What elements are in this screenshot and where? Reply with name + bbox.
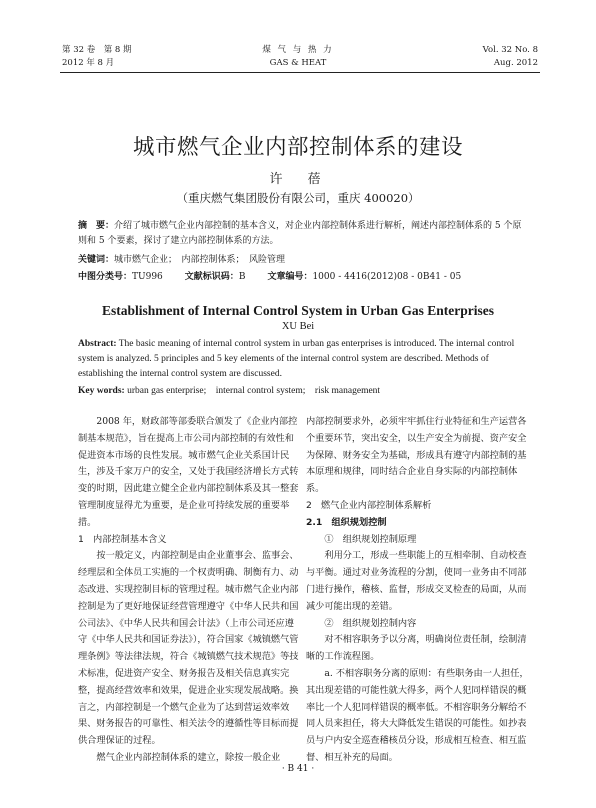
continued-paragraph: 内部控制要求外，必须牢牢抓住行业特征和生产运营各个重要环节，突出安全，以生产安全为前提、资产安全为保障、财务安全为基础，形成具有遵守内部控制的基本原理和规律，同时结合企业自身实际的内部控制体系。 — [306, 416, 527, 495]
intro-paragraph: 2008 年，财政部等部委联合颁发了《企业内部控制基本规范》，旨在提高上市公司内部控制的有效性和促进资本市场的良性发展。城市燃气企业关系国计民生，涉及千家万户的安全，又处于我国经济增长方式转变的时期，因此建立健全企业内部控制体系及其一整套管理制度显得尤为重要，是企业可持续发展的重要举措。 — [78, 416, 299, 528]
publication-date-en: Aug. 2012 — [493, 58, 538, 68]
author-name-cn: 许 蓓 — [269, 172, 327, 187]
item-2-paragraph: 对不相容职务予以分离，明确岗位责任制，绘制清晰的工作流程图。 — [306, 634, 527, 663]
section-1-paragraph-1: 按一般定义，内部控制是由企业董事会、监事会、经理层和全体员工实施的一个权责明确、制衡有力、动态改进、实现控制目标的管理过程。城市燃气企业内部控制是为了更好地保证经营管理遵守《中华人民共和国公司法》、《中华人民共和国会计法》（上市公司还应遵守《中华人民共和国证券法》），符合国家《城镇燃气管理条例》等法律法规，符合《城镇燃气技术规范》等技术标准，促进资产安全、财务报告及相关信息真实完整，提高经营效率和效果，促进企业实现发展战略。换言之，内部控制是一个燃气企业为了达到营运效率效果、财务报告的可靠性、相关法令的遵循性等目标而提供合理保证的过程。 — [78, 550, 299, 747]
abstract-label-cn: 摘 要： — [78, 221, 115, 231]
abstract-text-en: The basic meaning of internal control system in urban gas enterprises is introduced. The internal control system is analyzed. 5 principles and 5 key elements of the internal control system are described. Methods of establishing the internal control system are discussed. — [78, 339, 515, 379]
item-2-heading: ② 组织规划控制内容 — [324, 617, 417, 629]
abstract-en — [78, 337, 530, 382]
keywords-label-en: Key words: — [78, 386, 125, 396]
abstract-label-en: Abstract: — [78, 339, 117, 349]
author-name-en: XU Bei — [281, 321, 315, 332]
keywords-label-cn: 关键词： — [78, 255, 115, 265]
keywords-text-en: urban gas enterprise; internal control system; risk management — [127, 386, 381, 396]
section-1-paragraph-2: 燃气企业内部控制体系的建立，除按一般企业 — [96, 751, 281, 763]
subsection-2-1-heading: 2.1 组织规划控制 — [306, 516, 387, 528]
article-title-cn: 城市燃气企业内部控制体系的建设 — [132, 135, 463, 160]
section-2-heading: 2 燃气企业内部控制体系解析 — [306, 499, 432, 511]
doc-code-label: 文献标识码： — [184, 272, 239, 282]
keywords-text-cn: 城市燃气企业； 内部控制体系； 风险管理 — [114, 255, 286, 265]
abstract-cn — [78, 219, 530, 249]
article-number-label: 文章编号： — [267, 272, 313, 282]
page-number: · B 41 · — [281, 764, 315, 774]
section-1-heading: 1 内部控制基本含义 — [78, 533, 167, 545]
publication-date-cn: 2012 年 8 月 — [62, 58, 115, 68]
item-1-heading: ① 组织规划控制原理 — [324, 533, 417, 545]
running-header-right — [483, 44, 538, 70]
article-number-value: 1000 - 4416(2012)08 - 0B41 - 05 — [312, 272, 462, 282]
clc-value: TU996 — [132, 272, 163, 282]
author-affiliation-cn: （重庆燃气集团股份有限公司，重庆 400020） — [176, 191, 420, 205]
volume-issue-en: Vol. 32 No. 8 — [482, 45, 538, 55]
journal-name-en: GAS & HEAT — [269, 58, 327, 68]
classification-line — [78, 270, 530, 285]
keywords-cn — [78, 253, 530, 268]
item-a-paragraph: a. 不相容职务分离的原则：有些职务由一人担任，其出现差错的可能性就大得多，两个人犯同样错误的概率比一个人犯同样错误的概率低。不相容职务分解给不同人员来担任，将大大降低发生错误的可能性。如抄表员与户内安全巡查稽核员分设，形成相互检查、相互监督、相互补充的局面。 — [306, 667, 529, 763]
volume-issue: 第 32 卷 第 8 期 — [62, 45, 132, 55]
item-1-paragraph: 利用分工，形成一些职能上的互相牵制、自动校查与平衡。通过对业务流程的分割，使同一业务由不同部门进行操作，稽核、监督，形成交叉检查的局面，从而减少可能出现的差错。 — [306, 550, 527, 612]
doc-code-value: B — [238, 272, 246, 282]
body-column-right — [306, 414, 531, 767]
journal-name-cn: 煤 气 与 热 力 — [262, 45, 334, 55]
keywords-en — [78, 384, 530, 399]
article-title-en: Establishment of Internal Control System in Urban Gas Enterprises — [101, 303, 495, 318]
abstract-text-cn: 介绍了城市燃气企业内部控制的基本含义，对企业内部控制体系进行解析，阐述内部控制体系的 5 个原则和 5 个要素，探讨了建立内部控制体系的方法。 — [78, 221, 522, 246]
clc-label: 中图分类号： — [78, 272, 133, 282]
body-column-left — [78, 414, 303, 767]
header-rule — [60, 72, 540, 73]
